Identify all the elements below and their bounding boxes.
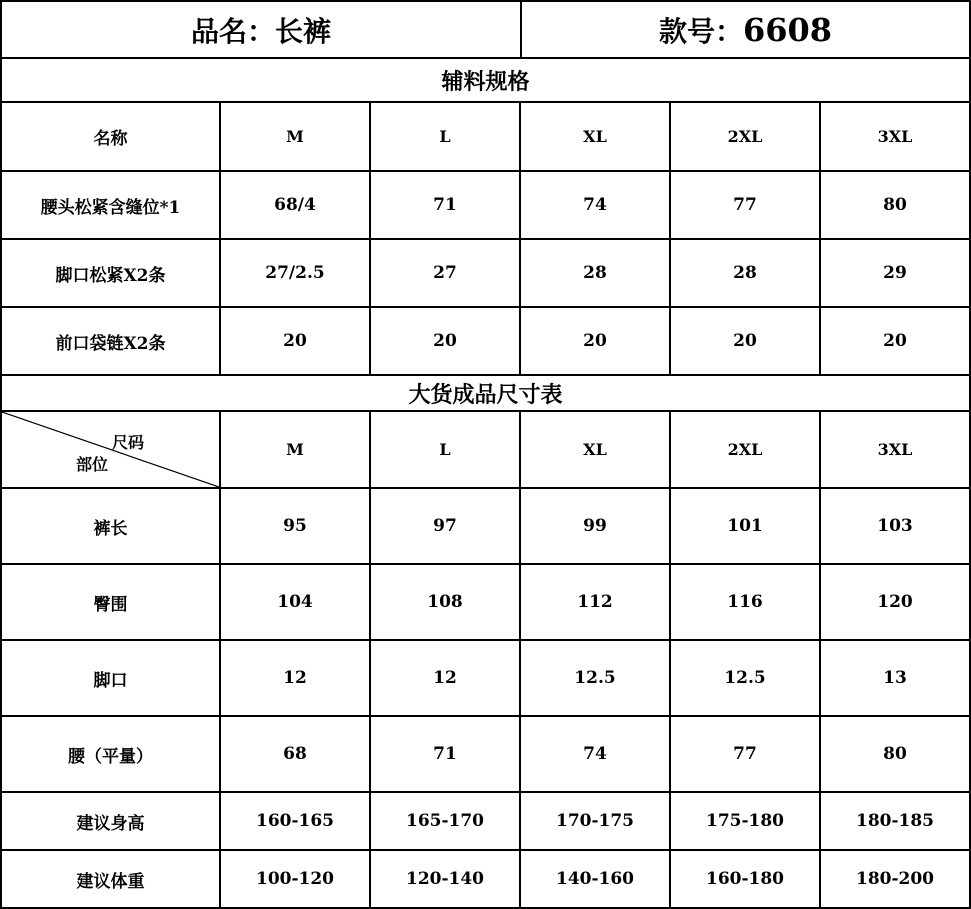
- table-cell: 27/2.5: [265, 263, 325, 283]
- table-cell: 71: [433, 195, 457, 215]
- table-cell: 13: [883, 668, 907, 688]
- table-cell: 12.5: [724, 668, 766, 688]
- table-cell: 12: [433, 668, 457, 688]
- table-cell: 74: [583, 195, 607, 215]
- table-cell: 99: [583, 516, 607, 536]
- column-header: 3XL: [877, 127, 913, 146]
- table-cell: 27: [433, 263, 457, 283]
- table-cell: 140-160: [555, 869, 635, 889]
- corner-label-position: 部位: [76, 455, 109, 474]
- column-header: 名称: [93, 129, 128, 149]
- table-cell: 80: [883, 744, 907, 764]
- table-cell: 120: [877, 592, 913, 612]
- style-number-heading: [522, 2, 969, 57]
- column-header: M: [286, 127, 304, 146]
- product-name: 品名：长裤: [190, 14, 331, 48]
- table-cell: 20: [583, 331, 607, 351]
- table-cell: 112: [577, 592, 613, 612]
- row-label: 腰（平量）: [68, 746, 153, 767]
- table-cell: 101: [727, 516, 763, 536]
- table-cell: 77: [733, 195, 757, 215]
- corner-diagonal: [2, 412, 219, 487]
- corner-label-size: 尺码: [112, 433, 145, 452]
- column-header: 2XL: [727, 127, 763, 146]
- table-cell: 71: [433, 744, 457, 764]
- row-label: 裤长: [93, 518, 128, 539]
- table-cell: 95: [283, 516, 307, 536]
- table-cell: 68: [283, 744, 307, 764]
- table-cell: 12: [283, 668, 307, 688]
- table-cell: 120-140: [405, 869, 485, 889]
- table-cell: 28: [733, 263, 757, 283]
- table-cell: 160-165: [255, 811, 335, 831]
- table-cell: 160-180: [705, 869, 785, 889]
- column-header: 3XL: [877, 440, 913, 459]
- row-label: 前口袋链X2条: [55, 333, 166, 354]
- table-cell: 180-185: [855, 811, 935, 831]
- style-number: 6608: [742, 10, 833, 49]
- table-cell: 74: [583, 744, 607, 764]
- row-label: 建议体重: [76, 871, 145, 892]
- table-cell: 100-120: [255, 869, 335, 889]
- table-cell: 104: [277, 592, 313, 612]
- column-header: M: [286, 440, 304, 459]
- row-label: 脚口: [93, 670, 128, 691]
- table-cell: 175-180: [705, 811, 785, 831]
- table-cell: 165-170: [405, 811, 485, 831]
- table-cell: 29: [883, 263, 907, 283]
- table-cell: 97: [433, 516, 457, 536]
- column-header: XL: [583, 127, 607, 146]
- table-cell: 20: [883, 331, 907, 351]
- column-header: L: [439, 127, 451, 146]
- table-cell: 77: [733, 744, 757, 764]
- table-cell: 20: [433, 331, 457, 351]
- column-header: 2XL: [727, 440, 763, 459]
- table-cell: 108: [427, 592, 463, 612]
- size-section-title: 大货成品尺寸表: [408, 381, 563, 408]
- row-label: 腰头松紧含缝位*1: [40, 197, 181, 218]
- table-cell: 80: [883, 195, 907, 215]
- table-cell: 20: [283, 331, 307, 351]
- row-label: 建议身高: [76, 813, 145, 834]
- table-cell: 28: [583, 263, 607, 283]
- table-cell: 12.5: [574, 668, 616, 688]
- table-cell: 116: [727, 592, 763, 612]
- column-header: L: [439, 440, 451, 459]
- accessory-section-title: 辅料规格: [441, 68, 530, 95]
- row-label: 臀围: [93, 594, 128, 615]
- row-label: 脚口松紧X2条: [55, 265, 166, 286]
- column-header: XL: [583, 440, 607, 459]
- table-cell: 170-175: [555, 811, 635, 831]
- table-cell: 68/4: [274, 195, 316, 215]
- table-cell: 180-200: [855, 869, 935, 889]
- table-cell: 103: [877, 516, 913, 536]
- table-cell: 20: [733, 331, 757, 351]
- style-number-label: 款号：: [658, 14, 743, 48]
